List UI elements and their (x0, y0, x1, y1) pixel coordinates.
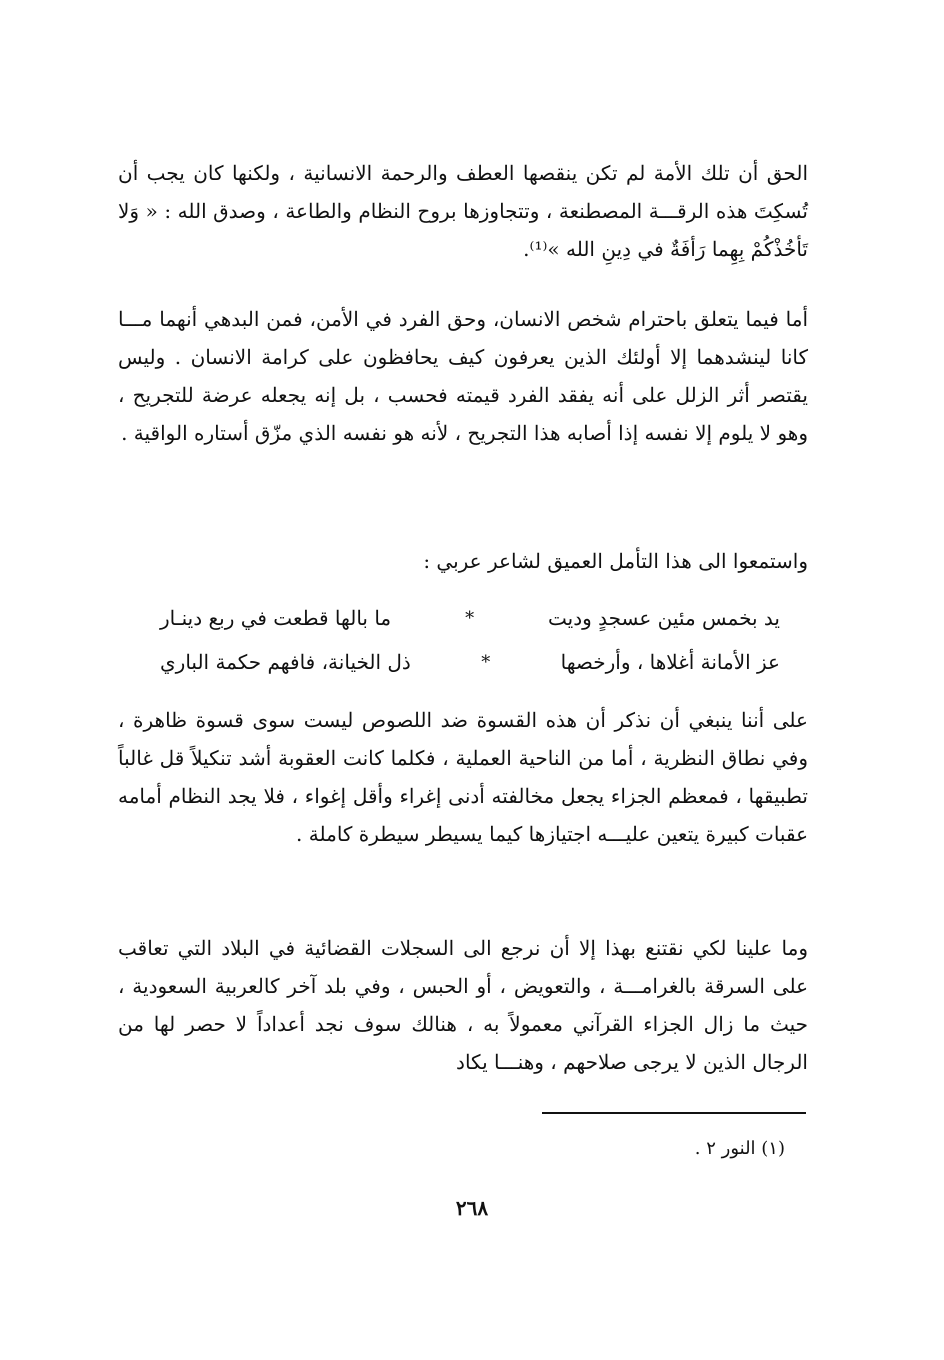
poem-line-2 (160, 640, 780, 684)
poem-line-1 (160, 596, 780, 640)
page-number: ٢٦٨ (455, 1196, 489, 1220)
poem-line-2-second-hemistich: ذل الخيانة، فافهم حكمة الباري (160, 650, 411, 674)
poem-line-1-separator: * (465, 607, 475, 629)
footnote-divider (542, 1112, 806, 1114)
footnote: (١) النور ٢ . (694, 1138, 785, 1159)
paragraph-4: على أننا ينبغي أن نذكر أن هذه القسوة ضد اللصوص ليست سوى قسوة ظاهرة ، وفي نطاق النظرية ، أما من الناحية العملية ، فكلما كانت العقوبة أشد تنكيلاً قل غالباً تطبيقها ، فمعظم الجزاء يجعل مخالفته أدنى إغراء وأقل إغواء ، فلا يجد النظام أمامه عقبات كبيرة يتعين عليـــه اجتيازها كيما يسيطر سيطرة كاملة . (118, 708, 808, 846)
poem (160, 596, 780, 684)
poem-line-2-first-hemistich: عز الأمانة أغلاها ، وأرخصها (560, 650, 780, 674)
poem-line-1-second-hemistich: ما بالها قطعت في ربع دينـار (160, 606, 392, 630)
paragraph-3-poem-intro: واستمعوا الى هذا التأمل العميق لشاعر عربي : (423, 549, 808, 573)
poem-line-1-first-hemistich: يد بخمس مئين عسجدٍ وديت (548, 606, 780, 630)
poem-line-2-separator: * (481, 651, 491, 673)
paragraph-2: أما فيما يتعلق باحترام شخص الانسان، وحق الفرد في الأمن، فمن البدهي أنهما مـــا كانا لينشدهما إلا أولئك الذين يعرفون كيف يحافظون على كرامة الانسان . وليس يقتصر أثر الزلل على أنه يفقد الفرد قيمته فحسب ، بل إنه يجعله عرضة للتجريح ، وهو لا يلوم إلا نفسه إذا أصابه هذا التجريح ، لأنه هو نفسه الذي مزّق أستاره الواقية . (118, 307, 809, 445)
paragraph-1: الحق أن تلك الأمة لم تكن ينقصها العطف والرحمة الانسانية ، ولكنها كان يجب أن تُسكِتَ هذه الرقـــة المصطنعة ، وتتجاوزها بروح النظام والطاعة ، وصدق الله : « وَلا تَأخُذْكُمْ بِهِما رَأفَةٌ في دِينِ الله »⁽¹⁾. (118, 161, 808, 261)
paragraph-5: وما علينا لكي نقتنع بهذا إلا أن نرجع الى السجلات القضائية في البلاد التي تعاقب على السرقة بالغرامـــة ، والتعويض ، أو الحبس ، وفي بلد آخر كالعربية السعودية ، حيث ما زال الجزاء القرآني معمولاً به ، هنالك سوف نجد أعداداً لا حصر لها من الرجال الذين لا يرجى صلاحهم ، وهنـــا يكاد (118, 936, 808, 1074)
